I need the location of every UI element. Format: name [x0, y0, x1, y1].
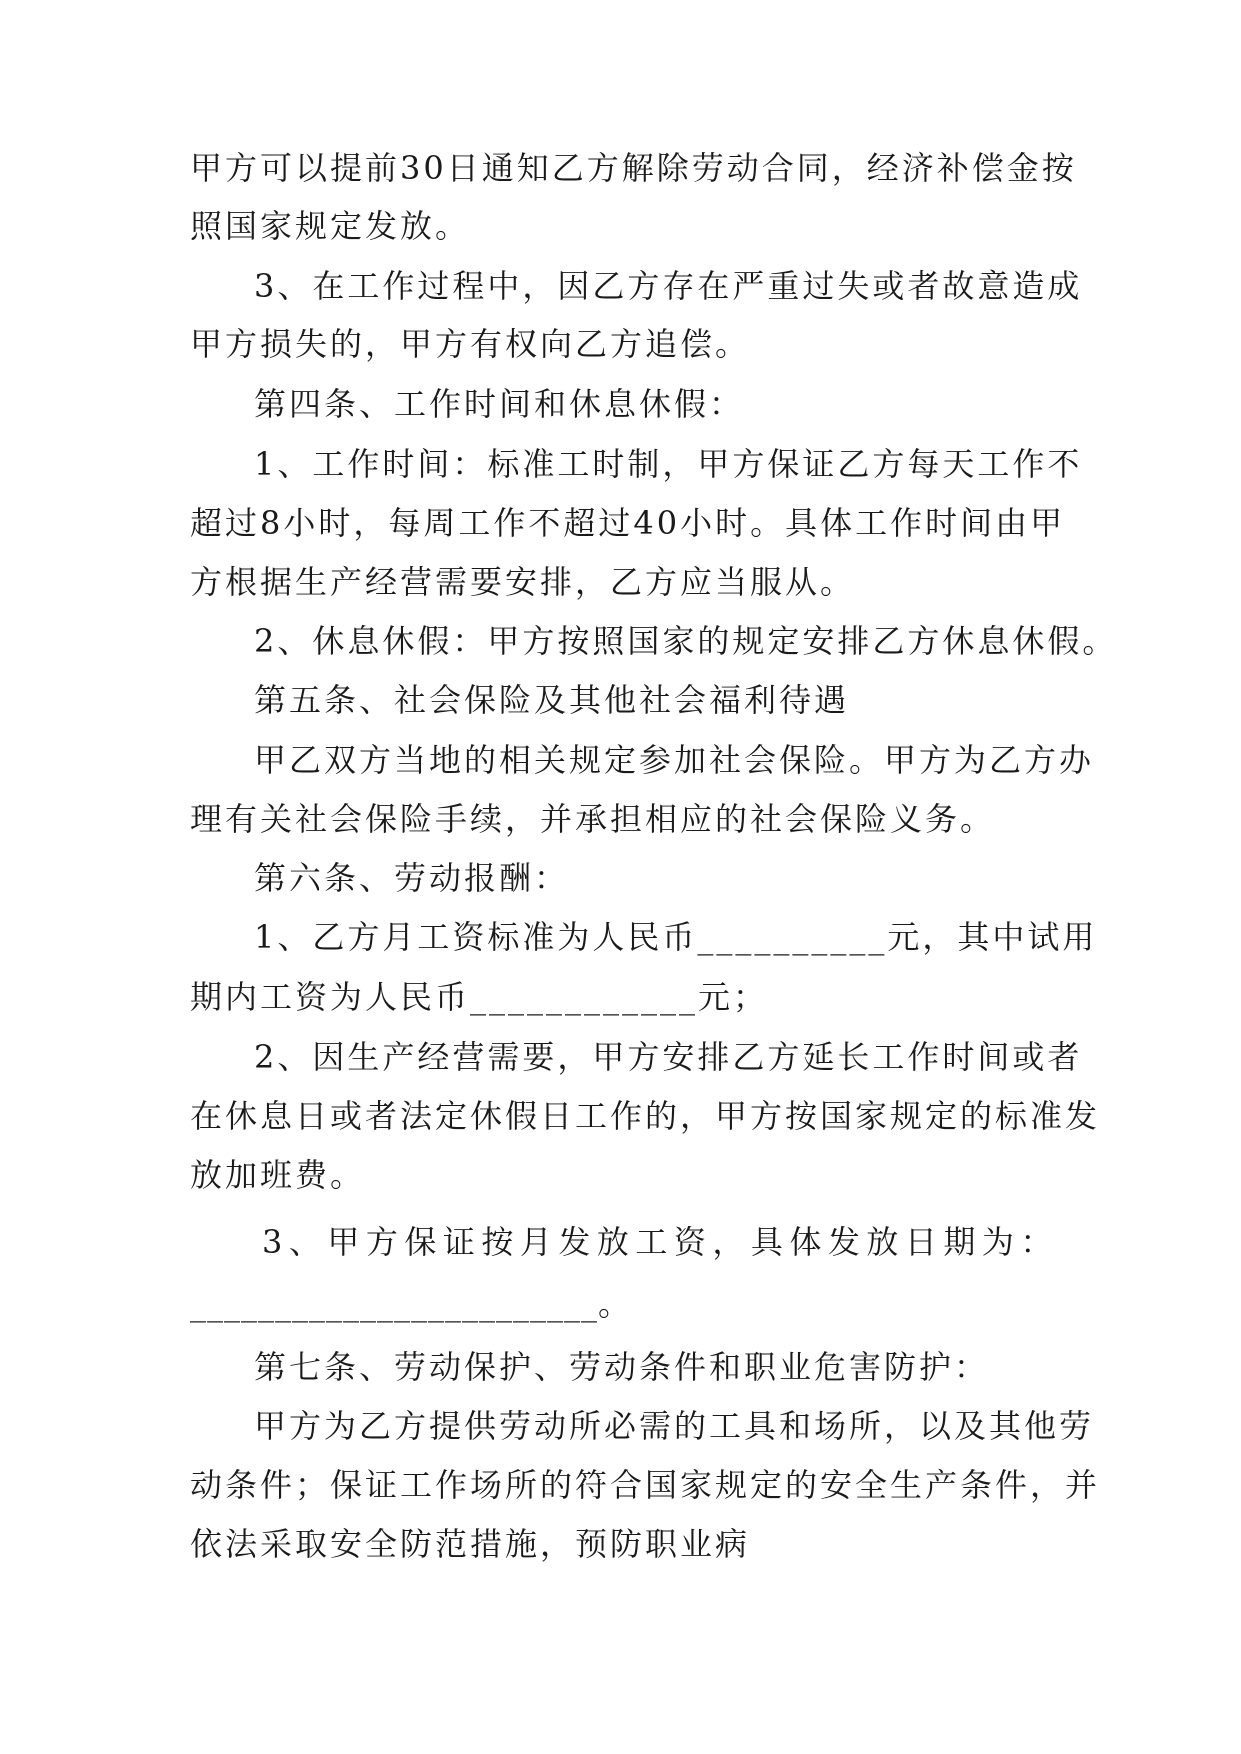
paragraph-line: 甲方损失的，甲方有权向乙方追偿。: [190, 325, 751, 363]
paragraph-line: 依法采取安全防范措施，预防职业病: [190, 1525, 751, 1563]
paragraph-line: 3、在工作过程中，因乙方存在严重过失或者故意造成: [254, 267, 1083, 305]
paragraph-line: 甲方可以提前30日通知乙方解除劳动合同，经济补偿金按: [190, 149, 1077, 187]
paragraph-line: 超过8小时，每周工作不超过40小时。具体工作时间由甲: [190, 504, 1066, 542]
paragraph-line: 动条件；保证工作场所的符合国家规定的安全生产条件，并: [190, 1466, 1101, 1504]
section-heading: 第六条、劳动报酬：: [254, 859, 570, 897]
paragraph-line: 方根据生产经营需要安排，乙方应当服从。: [190, 563, 856, 601]
paragraph-line: ________________________。: [190, 1285, 632, 1323]
section-heading: 第四条、工作时间和休息休假：: [254, 385, 745, 423]
paragraph-line: 1、乙方月工资标准为人民币__________元，其中试用: [254, 918, 1098, 956]
paragraph-line: 理有关社会保险手续，并承担相应的社会保险义务。: [190, 800, 996, 838]
paragraph-line: 甲方为乙方提供劳动所必需的工具和场所，以及其他劳: [254, 1407, 1095, 1445]
section-heading: 第五条、社会保险及其他社会福利待遇: [254, 681, 850, 719]
paragraph-line: 放加班费。: [190, 1156, 366, 1194]
paragraph-line: 1、工作时间：标准工时制，甲方保证乙方每天工作不: [254, 445, 1083, 483]
section-heading: 第七条、劳动保护、劳动条件和职业危害防护：: [254, 1348, 990, 1386]
paragraph-line: 期内工资为人民币____________元；: [190, 978, 769, 1016]
paragraph-line: 3、甲方保证按月发放工资，具体发放日期为：: [262, 1223, 1059, 1261]
paragraph-line: 甲乙双方当地的相关规定参加社会保险。甲方为乙方办: [254, 741, 1095, 779]
paragraph-line: 2、休息休假：甲方按照国家的规定安排乙方休息休假。: [254, 622, 1118, 660]
paragraph-line: 在休息日或者法定休假日工作的，甲方按国家规定的标准发: [190, 1097, 1101, 1135]
paragraph-line: 2、因生产经营需要，甲方安排乙方延长工作时间或者: [254, 1038, 1083, 1076]
paragraph-line: 照国家规定发放。: [190, 207, 471, 245]
